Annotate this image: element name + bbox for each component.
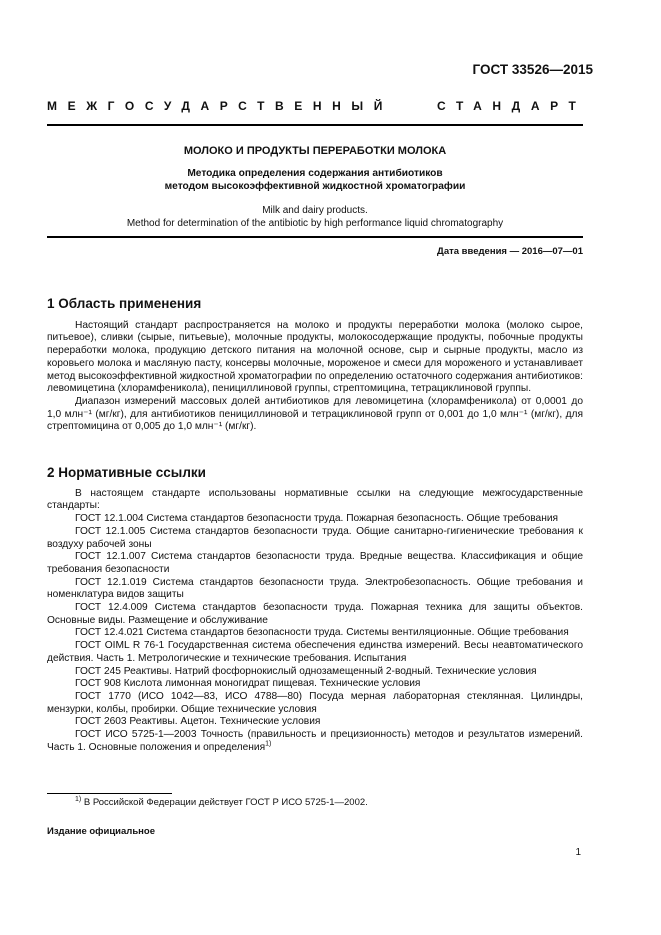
reference-item — [47, 577, 583, 602]
reference-text: ГОСТ OIML R 76-1 Государственная система обеспечения единства измерений. Весы неавтоматического действия. Часть 1. Метрологические и технические требования. Испытания — [47, 640, 583, 664]
standard-word-interstate: МЕЖГОСУДАРСТВЕННЫЙ — [47, 99, 393, 113]
subtitle-line-2: методом высокоэффективной жидкостной хроматографии — [164, 181, 466, 192]
reference-item — [47, 716, 583, 729]
section-1 — [47, 298, 583, 434]
reference-text: ГОСТ 2603 Реактивы. Ацетон. Технические условия — [75, 716, 321, 728]
reference-item — [47, 513, 583, 526]
reference-item — [47, 551, 583, 576]
header-rule-bottom — [47, 236, 583, 238]
section-2 — [47, 467, 583, 754]
reference-item — [47, 640, 583, 665]
reference-item — [47, 729, 583, 754]
footnote — [75, 797, 368, 808]
reference-footnote-mark: 1) — [265, 740, 272, 748]
reference-item — [47, 678, 583, 691]
edition-label: Издание официальное — [47, 826, 155, 837]
footnote-text: В Российской Федерации действует ГОСТ Р ИСО 5725-1—2002. — [81, 797, 368, 808]
english-title — [47, 204, 583, 230]
page-number: 1 — [575, 847, 581, 858]
standard-code: ГОСТ 33526—2015 — [472, 62, 593, 77]
standard-word-standard: СТАНДАРТ — [437, 99, 587, 113]
reference-text: ГОСТ 12.4.021 Система стандартов безопасности труда. Системы вентиляционные. Общие требования — [75, 627, 569, 639]
reference-text: ГОСТ 245 Реактивы. Натрий фосфорнокислый однозамещенный 2-водный. Технические условия — [75, 665, 537, 677]
section-1-paragraph-1: Настоящий стандарт распространяется на молоко и продукты переработки молока (молоко сырое, питьевое), сливки (сырые, питьевые), молочные продукты, молокосодержащие продукты, побочные продукты переработки молока, продукцию детского питания на молочной основе, сыр и сырные продукты, масло из коровьего молока и масляную пасту, консервы молочные, мороженое и смеси для мороженого и устанавливает метод высокоэффективной жидкостной хроматографии по определению остаточного содержания антибиотиков: левомицетина (хлорамфеникола), пенициллиновой группы, стрептомицина, тетрациклиновой группы. — [47, 319, 583, 395]
reference-text: ГОСТ 1770 (ИСО 1042—83, ИСО 4788—80) Посуда мерная лабораторная стеклянная. Цилиндры, мензурки, колбы, пробирки. Общие технические условия — [47, 690, 583, 715]
reference-text: ГОСТ 12.1.019 Система стандартов безопасности труда. Электробезопасность. Общие требования и номенклатура видов защиты — [47, 576, 583, 601]
document-subtitle — [47, 167, 583, 193]
reference-text: ГОСТ 12.4.009 Система стандартов безопасности труда. Пожарная техника для защиты объектов. Основные виды. Размещение и обслуживание — [47, 602, 583, 626]
footnote-mark: 1) — [75, 795, 82, 803]
header-rule-top — [47, 124, 583, 126]
footnote-separator — [47, 793, 172, 794]
reference-item — [47, 526, 583, 551]
reference-item — [47, 666, 583, 679]
reference-text: ГОСТ 12.1.005 Система стандартов безопасности труда. Общие санитарно-гигиенические требования к воздуху рабочей зоны — [47, 525, 583, 550]
reference-item — [47, 602, 583, 627]
reference-text: ГОСТ 12.1.004 Система стандартов безопасности труда. Пожарная безопасность. Общие требования — [75, 513, 559, 525]
reference-text: ГОСТ 908 Кислота лимонная моногидрат пищевая. Технические условия — [75, 678, 421, 690]
section-2-intro: В настоящем стандарте использованы нормативные ссылки на следующие межгосударственные стандарты: — [47, 487, 583, 512]
introduction-date: Дата введения — 2016—07—01 — [437, 246, 583, 257]
section-2-heading: 2 Нормативные ссылки — [47, 465, 206, 480]
english-title-line-2: Method for determination of the antibiotic by high performance liquid chromatography — [126, 218, 504, 229]
document-title: МОЛОКО И ПРОДУКТЫ ПЕРЕРАБОТКИ МОЛОКА — [183, 145, 447, 157]
reference-text: ГОСТ 12.1.007 Система стандартов безопасности труда. Вредные вещества. Классификация и общие требования безопасности — [47, 551, 583, 575]
normative-references-list — [47, 513, 583, 754]
reference-text: ГОСТ ИСО 5725-1—2003 Точность (правильность и прецизионность) методов и результатов измерений. Часть 1. Основные положения и определения — [47, 729, 583, 753]
reference-item — [47, 627, 583, 640]
reference-item — [47, 691, 583, 716]
section-1-paragraph-2: Диапазон измерений массовых долей антибиотиков для левомицетина (хлорамфеникола) от 0,0001 до 1,0 млн⁻¹ (мг/кг), для антибиотиков пенициллиновой и тетрациклиновой групп от 0,001 до 1,0 млн⁻¹ (мг/кг), для стрептомицина от 0,005 до 1,0 млн⁻¹ (мг/кг). — [47, 395, 583, 433]
subtitle-line-1: Методика определения содержания антибиотиков — [187, 168, 443, 179]
section-1-heading: 1 Область применения — [47, 296, 202, 311]
interstate-standard-label — [47, 99, 613, 113]
english-title-line-1: Milk and dairy products. — [262, 205, 368, 216]
